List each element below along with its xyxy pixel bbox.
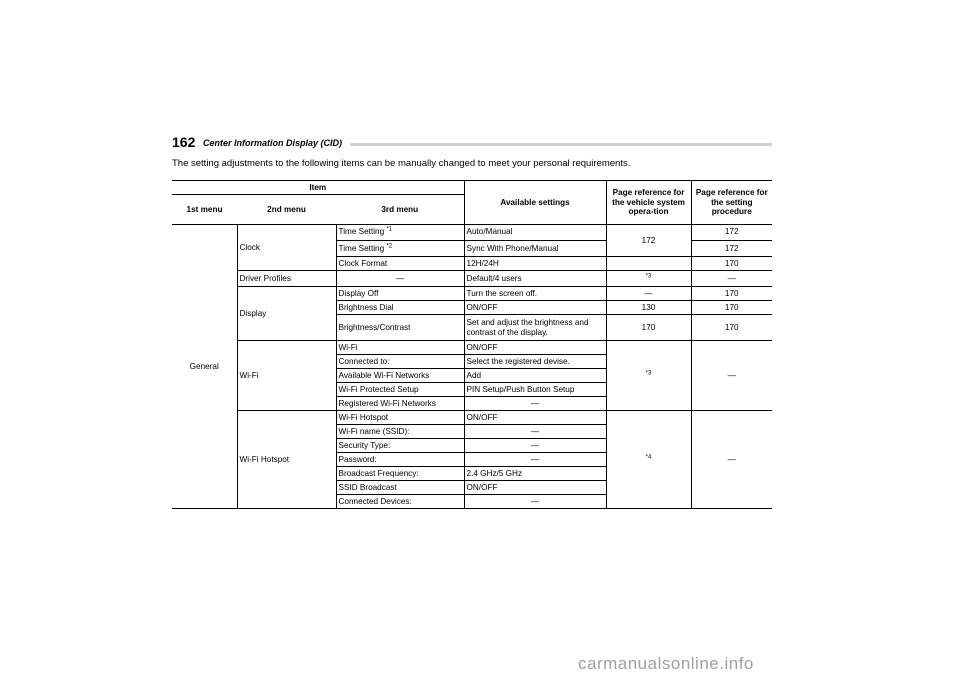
cell-item: Password:: [336, 453, 464, 467]
cell-item: Brightness/Contrast: [336, 315, 464, 341]
cell-item: Display Off: [336, 287, 464, 301]
cell-proc-ref: 170: [691, 315, 772, 341]
cell-value: —: [464, 439, 606, 453]
header-item: Item: [172, 181, 464, 195]
cell-value: ON/OFF: [464, 481, 606, 495]
cell-op-ref: [606, 257, 691, 271]
cell-value: 2.4 GHz/5 GHz: [464, 467, 606, 481]
menu-display: Display: [237, 287, 336, 341]
cell-proc-ref: 170: [691, 301, 772, 315]
table-row: [172, 341, 772, 355]
menu-driver-profiles: Driver Profiles: [237, 271, 336, 287]
cell-value: —: [464, 453, 606, 467]
header-page-ref-operation: Page reference for the vehicle system opera-tion: [606, 181, 691, 225]
header-1st-menu: 1st menu: [172, 195, 237, 225]
intro-text: The setting adjustments to the following items can be manually changed to meet your personal requirements.: [172, 158, 631, 169]
section-title: Center Information Display (CID): [203, 138, 343, 148]
header-2nd-menu: 2nd menu: [237, 195, 336, 225]
cell-item: Wi-Fi: [336, 341, 464, 355]
header-3rd-menu: 3rd menu: [336, 195, 464, 225]
menu-general: General: [172, 225, 237, 509]
cell-item: Broadcast Frequency:: [336, 467, 464, 481]
cell-value: Select the registered devise.: [464, 355, 606, 369]
cell-proc-ref: —: [691, 341, 772, 411]
menu-wifi: Wi-Fi: [237, 341, 336, 411]
cell-op-ref: 170: [606, 315, 691, 341]
cell-op-ref: *3: [606, 271, 691, 287]
cell-op-ref: *4: [606, 411, 691, 509]
cell-op-ref: *3: [606, 341, 691, 411]
cell-value: —: [464, 495, 606, 509]
cell-proc-ref: —: [691, 411, 772, 509]
cell-value: —: [464, 425, 606, 439]
cell-item: Registered Wi-Fi Networks: [336, 397, 464, 411]
cell-item: Brightness Dial: [336, 301, 464, 315]
cell-value: Default/4 users: [464, 271, 606, 287]
table-row: [172, 271, 772, 287]
cell-value: Add: [464, 369, 606, 383]
cell-value: —: [464, 397, 606, 411]
cell-value: ON/OFF: [464, 411, 606, 425]
cell-proc-ref: 170: [691, 287, 772, 301]
cell-item: Time Setting $^{*1}$: [336, 225, 464, 241]
cell-value: ON/OFF: [464, 341, 606, 355]
cell-op-ref: —: [606, 287, 691, 301]
cell-item: Wi-Fi name (SSID):: [336, 425, 464, 439]
cell-item: SSID Broadcast: [336, 481, 464, 495]
cell-item: Time Setting $^{*2}$: [336, 241, 464, 257]
table-row: [172, 225, 772, 241]
cell-value: Auto/Manual: [464, 225, 606, 241]
settings-table: [172, 180, 772, 509]
cell-proc-ref: 172: [691, 225, 772, 241]
cell-value: Turn the screen off.: [464, 287, 606, 301]
cell-item: Wi-Fi Hotspot: [336, 411, 464, 425]
cell-item: —: [336, 271, 464, 287]
cell-item: Wi-Fi Protected Setup: [336, 383, 464, 397]
cell-proc-ref: —: [691, 271, 772, 287]
header-page-ref-procedure: Page reference for the setting procedure: [691, 181, 772, 225]
page-header: [172, 134, 772, 152]
cell-value: 12H/24H: [464, 257, 606, 271]
cell-item: Security Type:: [336, 439, 464, 453]
page-number: 162: [172, 134, 196, 150]
cell-op-ref: 172: [606, 225, 691, 257]
menu-wifi-hotspot: Wi-Fi Hotspot: [237, 411, 336, 509]
menu-clock: Clock: [237, 225, 336, 271]
watermark: carmanualsonline.info: [578, 654, 754, 673]
cell-op-ref: 130: [606, 301, 691, 315]
cell-value: Set and adjust the brightness and contrast of the display.: [464, 315, 606, 341]
cell-item: Connected to:: [336, 355, 464, 369]
cell-value: PIN Setup/Push Button Setup: [464, 383, 606, 397]
cell-value: ON/OFF: [464, 301, 606, 315]
header-rule: [350, 143, 772, 146]
cell-item: Connected Devices:: [336, 495, 464, 509]
cell-proc-ref: 172: [691, 241, 772, 257]
table-row: [172, 287, 772, 301]
cell-proc-ref: 170: [691, 257, 772, 271]
cell-item: Clock Format: [336, 257, 464, 271]
table-row: [172, 411, 772, 425]
cell-value: Sync With Phone/Manual: [464, 241, 606, 257]
cell-item: Available Wi-Fi Networks: [336, 369, 464, 383]
header-available-settings: Available settings: [464, 181, 606, 225]
